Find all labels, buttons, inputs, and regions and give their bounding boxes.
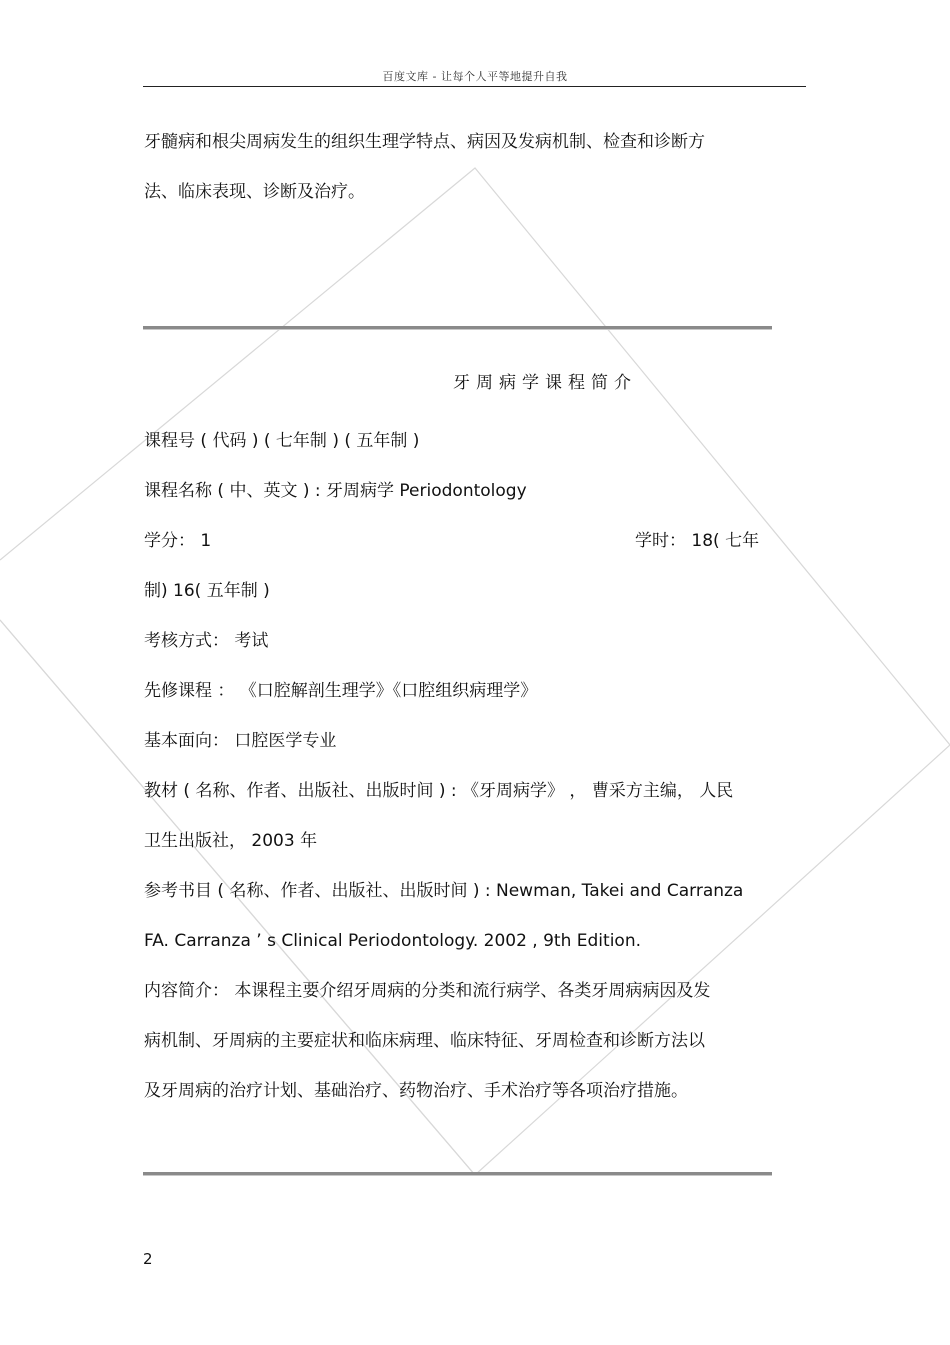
course-code: 课程号 ( 代码 ) ( 七年制 ) ( 五年制 ) <box>144 431 420 451</box>
summary-line-3: 及牙周病的治疗计划、基础治疗、药物治疗、手术治疗等各项治疗措施。 <box>144 1081 688 1101</box>
section-divider-top <box>143 326 772 330</box>
intro-line-2: 法、临床表现、诊断及治疗。 <box>144 182 365 202</box>
course-title: 牙周病学课程简介 <box>453 373 637 393</box>
textbook-line-2: 卫生出版社， 2003 年 <box>144 831 318 851</box>
header-divider <box>143 86 806 87</box>
course-name: 课程名称 ( 中、英文 ) : 牙周病学 Periodontology <box>144 481 527 501</box>
reference-line-1: 参考书目 ( 名称、作者、出版社、出版时间 ) : Newman, Takei and Carranza <box>144 881 744 901</box>
intro-line-1: 牙髓病和根尖周病发生的组织生理学特点、病因及发病机制、检查和诊断方 <box>144 132 705 152</box>
course-credit: 学分： 1 <box>144 531 212 551</box>
textbook-line-1: 教材 ( 名称、作者、出版社、出版时间 ) : 《牙周病学》 ， 曹采方主编， 人民 <box>144 781 734 801</box>
page-header: 百度文库 - 让每个人平等地提升自我 <box>382 70 568 83</box>
summary-line-2: 病机制、牙周病的主要症状和临床病理、临床特征、牙周检查和诊断方法以 <box>144 1031 705 1051</box>
section-divider-bottom <box>143 1172 772 1176</box>
course-hours: 学时： 18( 七年 <box>635 531 760 551</box>
course-hours-continued: 制) 16( 五年制 ) <box>144 581 270 601</box>
prerequisites: 先修课程 ： 《口腔解剖生理学》《口腔组织病理学》 <box>144 681 538 701</box>
reference-line-2: FA. Carranza ’ s Clinical Periodontology. 2002 , 9th Edition. <box>144 931 642 951</box>
summary-line-1: 内容简介： 本课程主要介绍牙周病的分类和流行病学、各类牙周病病因及发 <box>144 981 711 1001</box>
exam-method: 考核方式： 考试 <box>144 631 269 651</box>
page-number: 2 <box>143 1250 153 1268</box>
audience: 基本面向： 口腔医学专业 <box>144 731 337 751</box>
